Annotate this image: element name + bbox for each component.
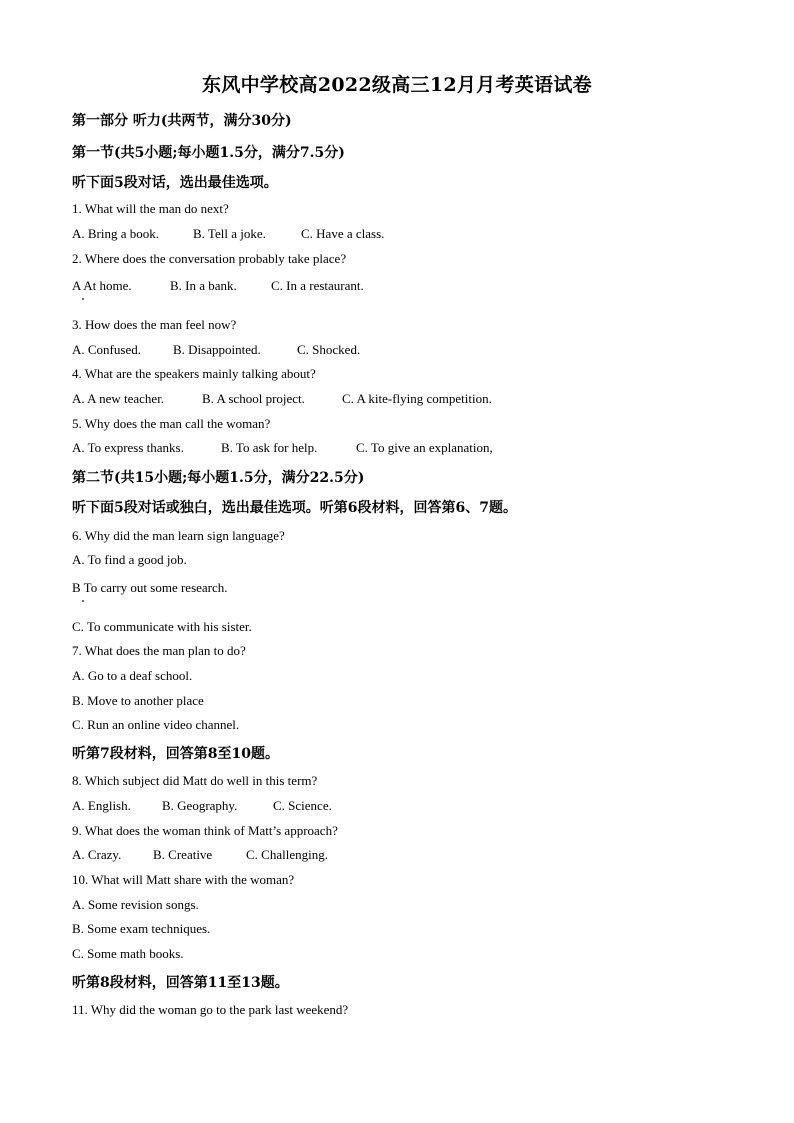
q9-option-a: A. Crazy.: [72, 847, 122, 862]
q5-option-a: A. To express thanks.: [72, 440, 184, 455]
q10-option-b: B. Some exam techniques.: [72, 921, 211, 936]
stray-dot: [82, 298, 84, 300]
question-5: 5. Why does the man call the woman?: [72, 416, 271, 431]
question-1: 1. What will the man do next?: [72, 201, 229, 216]
q6-option-b: B To carry out some research.: [72, 580, 228, 595]
q3-option-c: C. Shocked.: [297, 342, 361, 357]
question-8: 8. Which subject did Matt do well in this term?: [72, 773, 318, 788]
q9-option-b: B. Creative: [153, 847, 213, 862]
q4-option-a: A. A new teacher.: [72, 391, 165, 406]
q2-option-b: B. In a bank.: [170, 278, 237, 293]
section2-instruction: 听下面5段对话或独白，选出最佳选项。听第6段材料，回答第6、7题。: [72, 500, 517, 516]
q10-option-a: A. Some revision songs.: [72, 897, 199, 912]
q7-option-a: A. Go to a deaf school.: [72, 668, 193, 683]
q6-option-a: A. To find a good job.: [72, 552, 187, 567]
q10-option-c: C. Some math books.: [72, 946, 184, 961]
q7-option-b: B. Move to another place: [72, 693, 204, 708]
section1-instruction: 听下面5段对话，选出最佳选项。: [72, 175, 278, 191]
part1-heading: 第一部分 听力(共两节，满分30分): [72, 113, 292, 129]
stray-dot: [82, 600, 84, 602]
section2-heading: 第二节(共15小题;每小题1.5分，满分22.5分): [72, 470, 365, 486]
q5-option-b: B. To ask for help.: [221, 440, 318, 455]
q8-option-b: B. Geography.: [162, 798, 238, 813]
question-10: 10. What will Matt share with the woman?: [72, 872, 295, 887]
q7-option-c: C. Run an online video channel.: [72, 717, 240, 732]
page-title: 东风中学校高2022级高三12月月考英语试卷: [202, 74, 592, 96]
question-7: 7. What does the man plan to do?: [72, 643, 246, 658]
q8-option-c: C. Science.: [273, 798, 332, 813]
q6-option-c: C. To communicate with his sister.: [72, 619, 252, 634]
section1-heading: 第一节(共5小题;每小题1.5分，满分7.5分): [72, 145, 345, 161]
question-6: 6. Why did the man learn sign language?: [72, 528, 285, 543]
q9-option-c: C. Challenging.: [246, 847, 328, 862]
q3-option-b: B. Disappointed.: [173, 342, 261, 357]
material7-instruction: 听第7段材料，回答第8至10题。: [72, 746, 279, 762]
q2-option-a: A At home.: [72, 278, 132, 293]
q2-option-c: C. In a restaurant.: [271, 278, 364, 293]
q4-option-c: C. A kite-flying competition.: [342, 391, 492, 406]
question-2: 2. Where does the conversation probably take place?: [72, 251, 347, 266]
material8-instruction: 听第8段材料，回答第11至13题。: [72, 975, 289, 991]
q4-option-b: B. A school project.: [202, 391, 305, 406]
q1-option-a: A. Bring a book.: [72, 226, 160, 241]
q3-option-a: A. Confused.: [72, 342, 141, 357]
q1-option-c: C. Have a class.: [301, 226, 385, 241]
q8-option-a: A. English.: [72, 798, 131, 813]
q1-option-b: B. Tell a joke.: [193, 226, 266, 241]
question-11: 11. Why did the woman go to the park last weekend?: [72, 1002, 349, 1017]
question-4: 4. What are the speakers mainly talking about?: [72, 366, 316, 381]
question-3: 3. How does the man feel now?: [72, 317, 237, 332]
question-9: 9. What does the woman think of Matt’s approach?: [72, 823, 338, 838]
q5-option-c: C. To give an explanation,: [356, 440, 493, 455]
